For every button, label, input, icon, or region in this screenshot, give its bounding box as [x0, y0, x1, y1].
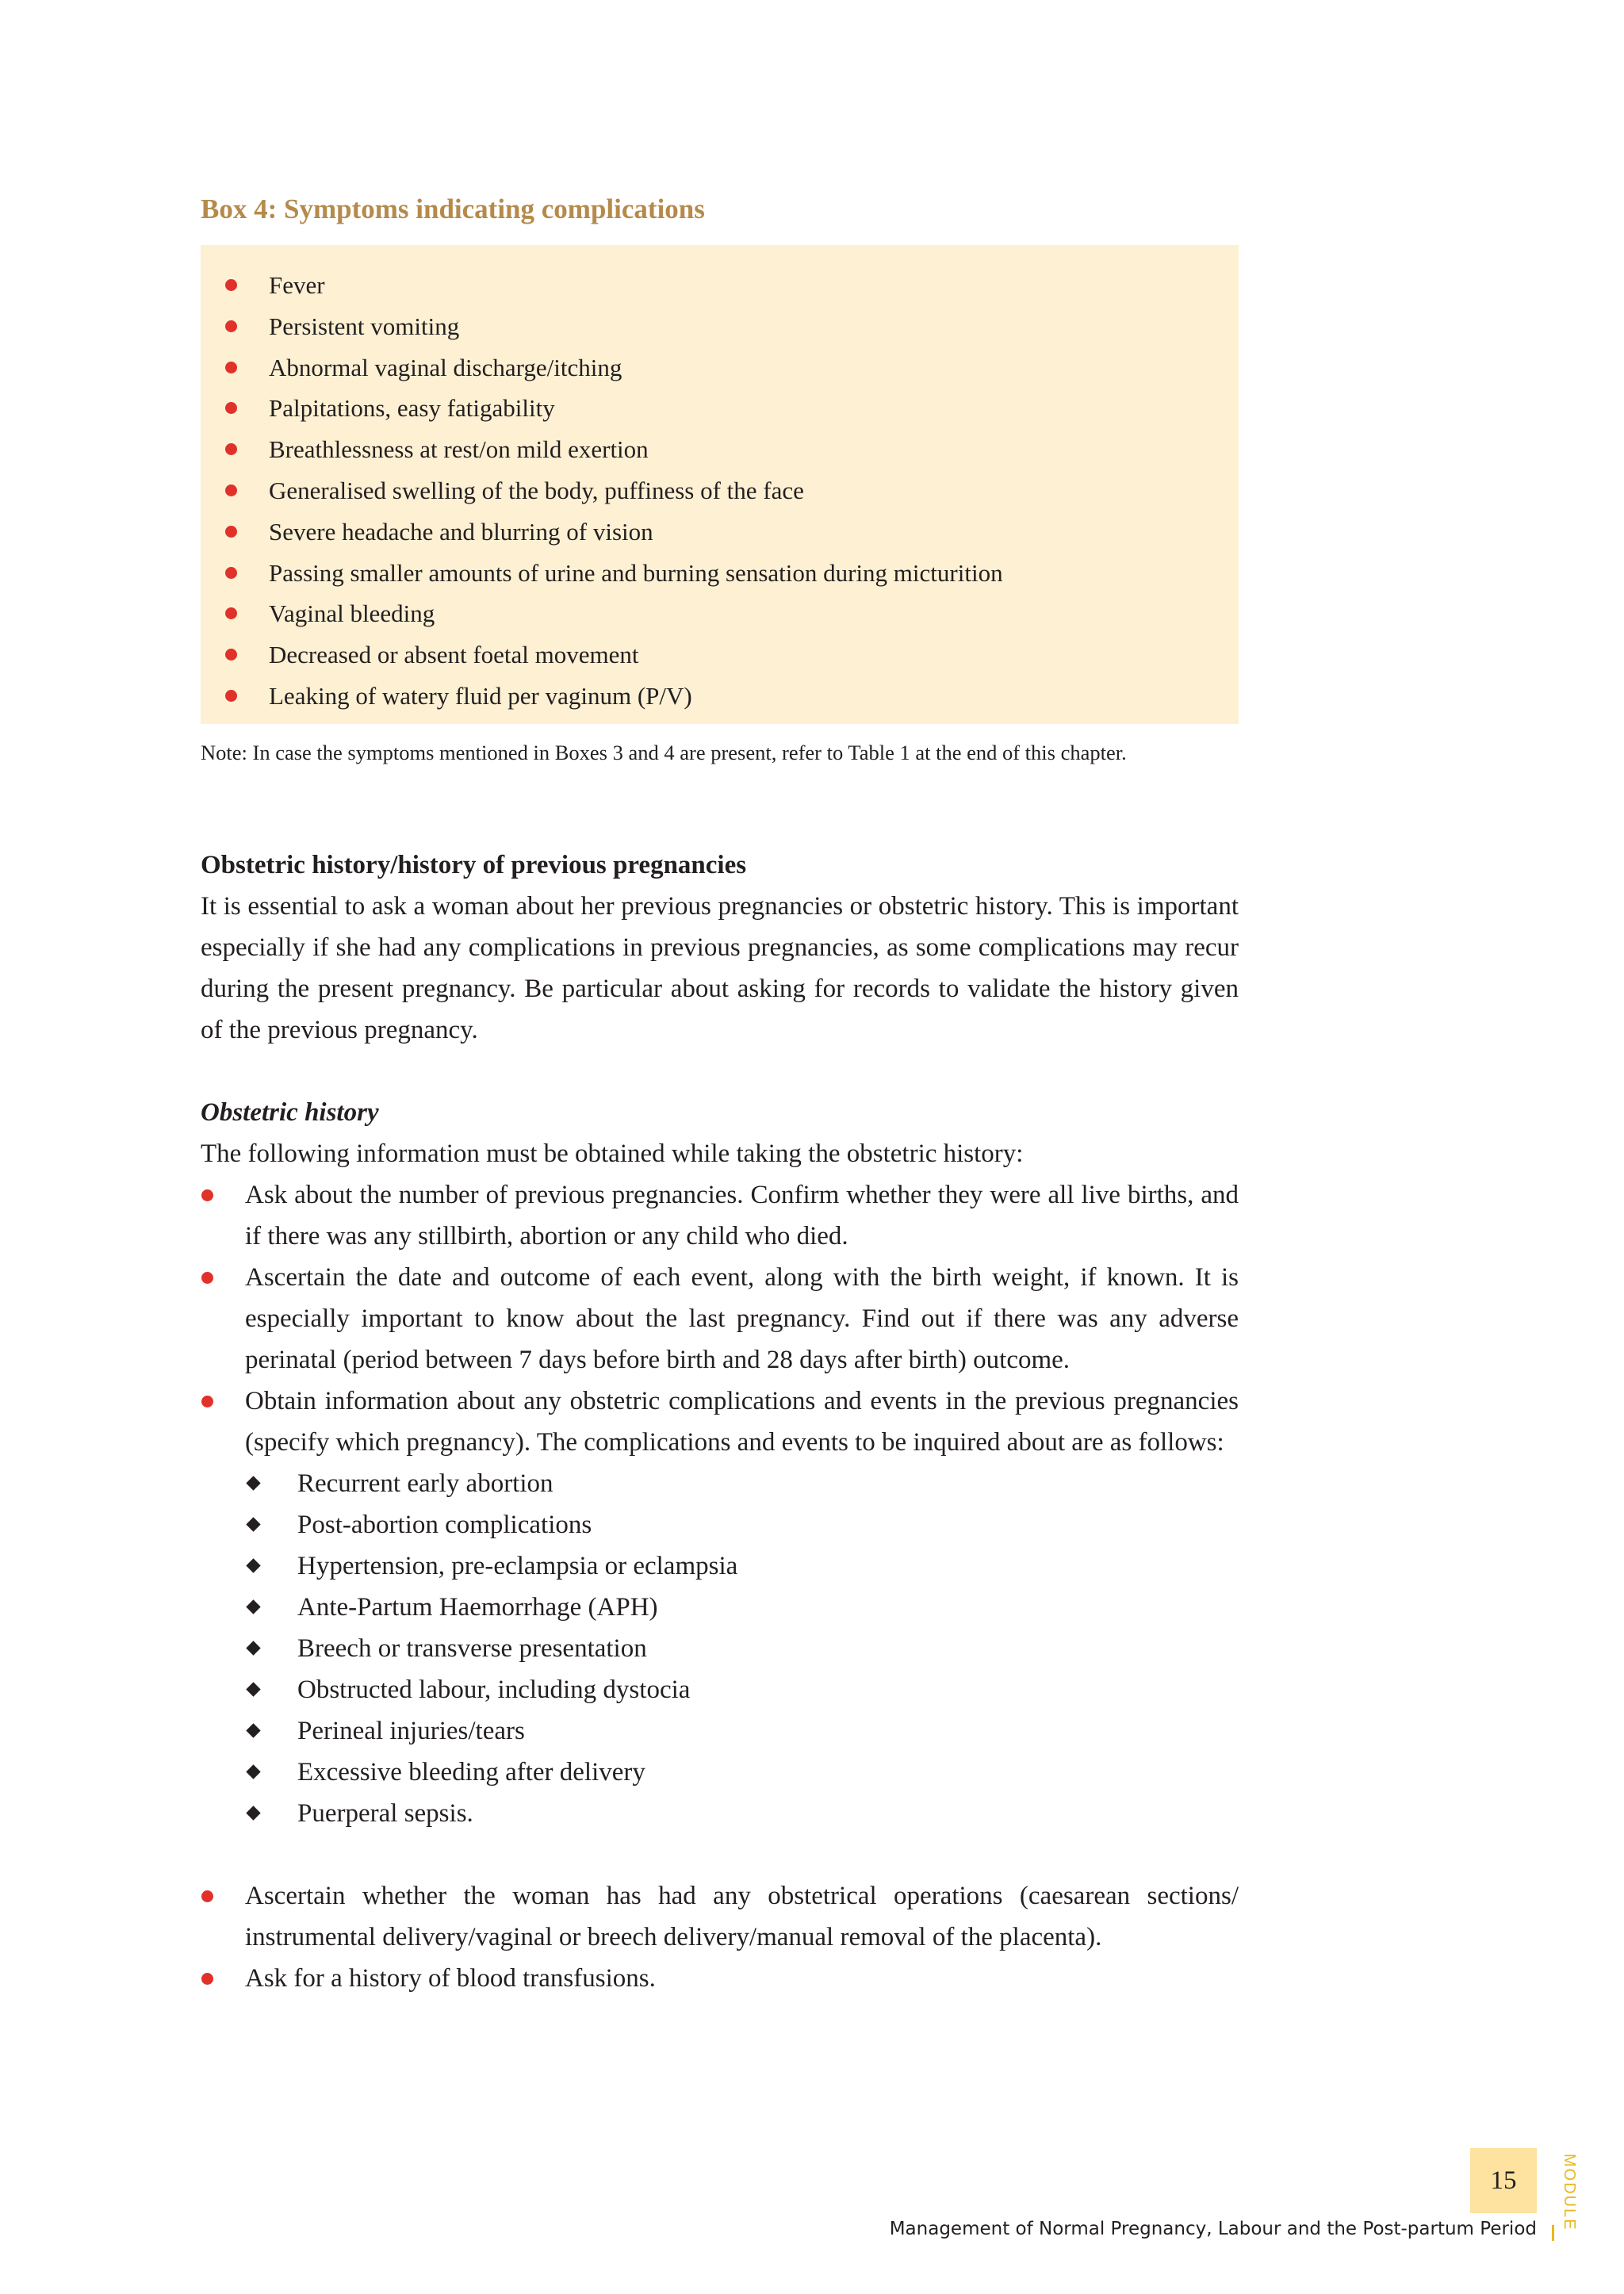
list-item: Obtain information about any obstetric complications and events in the previous pregnancies (specify which pregnancy). The complications and events to be inquired about are as follows: Recurrent early abortion Post-abortion complications Hypertension, pre-eclampsia or eclampsia Ante-Partum Haemorrhage (APH) Breech or transverse presentation Obstructed labour, including dystocia Perineal injuries/tears Excessive bleeding after delivery Puerperal sepsis. [201, 1381, 1239, 1834]
list-item: Ask about the number of previous pregnancies. Confirm whether they were all live births, and if there was any stillbirth, abortion or any child who died. [201, 1174, 1239, 1257]
list-item: Ask for a history of blood transfusions. [201, 1958, 1239, 1999]
box4-symptoms-panel [201, 245, 1239, 724]
sublist-item: Excessive bleeding after delivery [245, 1752, 1239, 1793]
module-label: MODULE [1561, 2154, 1578, 2231]
red-bullet-icon [225, 279, 237, 291]
running-footer-title: Management of Normal Pregnancy, Labour and the Post-partum Period [889, 2219, 1537, 2239]
red-bullet-icon [225, 362, 237, 373]
red-bullet-icon [201, 1189, 213, 1201]
red-bullet-icon [225, 690, 237, 702]
red-bullet-icon [201, 1272, 213, 1284]
obstetric-history-list [201, 1174, 1239, 1834]
red-bullet-icon [225, 567, 237, 579]
list-item: Ascertain whether the woman has had any obstetrical operations (caesarean sections/ instrumental delivery/vaginal or breech delivery/manual removal of the placenta). [201, 1875, 1239, 1958]
diamond-bullet-icon [246, 1476, 260, 1490]
section-paragraph: It is essential to ask a woman about her previous pregnancies or obstetric history. This is important especially if she had any complications in previous pregnancies, as some complications may recur during the present pregnancy. Be particular about asking for records to validate the history given of the previous pregnancy. [201, 892, 1239, 1044]
diamond-bullet-icon [246, 1517, 260, 1531]
diamond-bullet-icon [246, 1723, 260, 1737]
red-bullet-icon [225, 607, 237, 619]
diamond-bullet-icon [246, 1764, 260, 1779]
obstetric-history-list-continued [201, 1875, 1239, 1999]
diamond-bullet-icon [246, 1682, 260, 1696]
sublist-item: Hypertension, pre-eclampsia or eclampsia [245, 1545, 1239, 1587]
box-note: Note: In case the symptoms mentioned in Boxes 3 and 4 are present, refer to Table 1 at the end of this chapter. [201, 741, 1127, 764]
symptom-item: Decreased or absent foetal movement [201, 634, 1239, 676]
symptom-item: Vaginal bleeding [201, 593, 1239, 634]
red-bullet-icon [225, 443, 237, 455]
symptom-item: Generalised swelling of the body, puffiness of the face [201, 470, 1239, 511]
diamond-bullet-icon [246, 1641, 260, 1655]
sublist-item: Breech or transverse presentation [245, 1628, 1239, 1669]
diamond-bullet-icon [246, 1599, 260, 1614]
page-number: 15 [1470, 2148, 1537, 2213]
sublist-item: Perineal injuries/tears [245, 1710, 1239, 1752]
box4-title: Box 4: Symptoms indicating complications [201, 193, 705, 224]
diamond-bullet-icon [246, 1806, 260, 1820]
symptom-item: Fever [201, 265, 1239, 306]
red-bullet-icon [225, 649, 237, 661]
box4-symptom-list [201, 245, 1239, 717]
list-item: Ascertain the date and outcome of each event, along with the birth weight, if known. It is especially important to know about the last pregnancy. Find out if there was any adverse perinatal (period between 7 days before birth and 28 days after birth) outcome. [201, 1257, 1239, 1381]
symptom-item: Severe headache and blurring of vision [201, 511, 1239, 553]
diamond-bullet-icon [246, 1558, 260, 1572]
symptom-item: Leaking of watery fluid per vaginum (P/V) [201, 676, 1239, 717]
sublist-item: Post-abortion complications [245, 1504, 1239, 1545]
module-accent-bar [1552, 2225, 1554, 2241]
subsection-heading-obstetric-history: Obstetric history [201, 1098, 379, 1127]
sublist-item: Recurrent early abortion [245, 1463, 1239, 1504]
section-heading-obstetric-history-previous: Obstetric history/history of previous pregnancies [201, 851, 747, 879]
red-bullet-icon [225, 402, 237, 414]
main-content [201, 844, 1239, 1999]
red-bullet-icon [225, 484, 237, 496]
red-bullet-icon [225, 320, 237, 332]
red-bullet-icon [201, 1890, 213, 1902]
symptom-item: Abnormal vaginal discharge/itching [201, 347, 1239, 389]
subsection-intro: The following information must be obtained while taking the obstetric history: [201, 1139, 1024, 1168]
symptom-item: Passing smaller amounts of urine and burning sensation during micturition [201, 553, 1239, 594]
red-bullet-icon [225, 526, 237, 538]
red-bullet-icon [201, 1973, 213, 1985]
sublist-item: Puerperal sepsis. [245, 1793, 1239, 1834]
symptom-item: Breathlessness at rest/on mild exertion [201, 429, 1239, 470]
sublist-item: Obstructed labour, including dystocia [245, 1669, 1239, 1710]
symptom-item: Persistent vomiting [201, 306, 1239, 347]
complications-sublist [245, 1463, 1239, 1834]
symptom-item: Palpitations, easy fatigability [201, 388, 1239, 429]
sublist-item: Ante-Partum Haemorrhage (APH) [245, 1587, 1239, 1628]
red-bullet-icon [201, 1396, 213, 1407]
